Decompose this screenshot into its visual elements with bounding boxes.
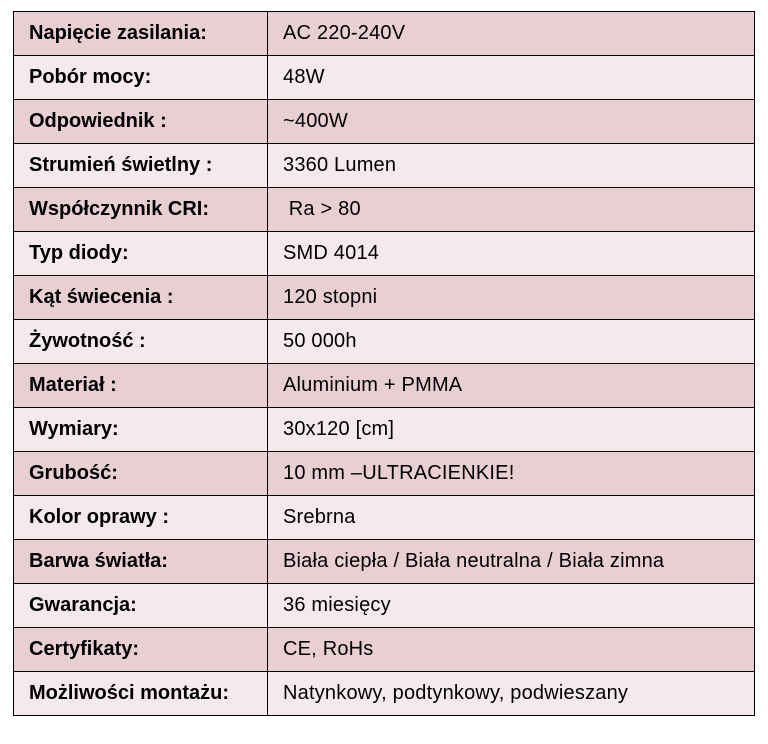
spec-value: 50 000h xyxy=(268,320,755,364)
spec-label: Żywotność : xyxy=(14,320,268,364)
spec-label: Gwarancja: xyxy=(14,584,268,628)
spec-table xyxy=(13,11,755,716)
spec-row-light-color xyxy=(14,540,755,584)
spec-value: AC 220-240V xyxy=(268,12,755,56)
spec-row-thickness xyxy=(14,452,755,496)
spec-value: CE, RoHs xyxy=(268,628,755,672)
spec-row-certificates xyxy=(14,628,755,672)
spec-row-material xyxy=(14,364,755,408)
spec-label: Typ diody: xyxy=(14,232,268,276)
spec-label: Możliwości montażu: xyxy=(14,672,268,716)
spec-row-beam-angle xyxy=(14,276,755,320)
spec-value: SMD 4014 xyxy=(268,232,755,276)
spec-label: Współczynnik CRI: xyxy=(14,188,268,232)
spec-label: Strumień świetlny : xyxy=(14,144,268,188)
spec-value: 120 stopni xyxy=(268,276,755,320)
spec-row-lifetime xyxy=(14,320,755,364)
spec-row-equivalent xyxy=(14,100,755,144)
spec-value: Aluminium + PMMA xyxy=(268,364,755,408)
spec-row-cri xyxy=(14,188,755,232)
spec-label: Odpowiednik : xyxy=(14,100,268,144)
spec-label: Wymiary: xyxy=(14,408,268,452)
spec-row-supply-voltage xyxy=(14,12,755,56)
spec-row-warranty xyxy=(14,584,755,628)
spec-value: 30x120 [cm] xyxy=(268,408,755,452)
spec-label: Kąt świecenia : xyxy=(14,276,268,320)
spec-label: Barwa światła: xyxy=(14,540,268,584)
spec-label: Grubość: xyxy=(14,452,268,496)
spec-value: Srebrna xyxy=(268,496,755,540)
spec-row-mounting-options xyxy=(14,672,755,716)
spec-label: Pobór mocy: xyxy=(14,56,268,100)
spec-value: Natynkowy, podtynkowy, podwieszany xyxy=(268,672,755,716)
spec-row-housing-color xyxy=(14,496,755,540)
spec-row-diode-type xyxy=(14,232,755,276)
spec-value: 3360 Lumen xyxy=(268,144,755,188)
spec-row-luminous-flux xyxy=(14,144,755,188)
spec-label: Kolor oprawy : xyxy=(14,496,268,540)
spec-value: 10 mm –ULTRACIENKIE! xyxy=(268,452,755,496)
spec-value: Ra > 80 xyxy=(268,188,755,232)
spec-value: 48W xyxy=(268,56,755,100)
spec-value: 36 miesięcy xyxy=(268,584,755,628)
spec-row-power xyxy=(14,56,755,100)
spec-label: Napięcie zasilania: xyxy=(14,12,268,56)
spec-label: Certyfikaty: xyxy=(14,628,268,672)
spec-label: Materiał : xyxy=(14,364,268,408)
spec-row-dimensions xyxy=(14,408,755,452)
spec-value: ~400W xyxy=(268,100,755,144)
spec-value: Biała ciepła / Biała neutralna / Biała zimna xyxy=(268,540,755,584)
